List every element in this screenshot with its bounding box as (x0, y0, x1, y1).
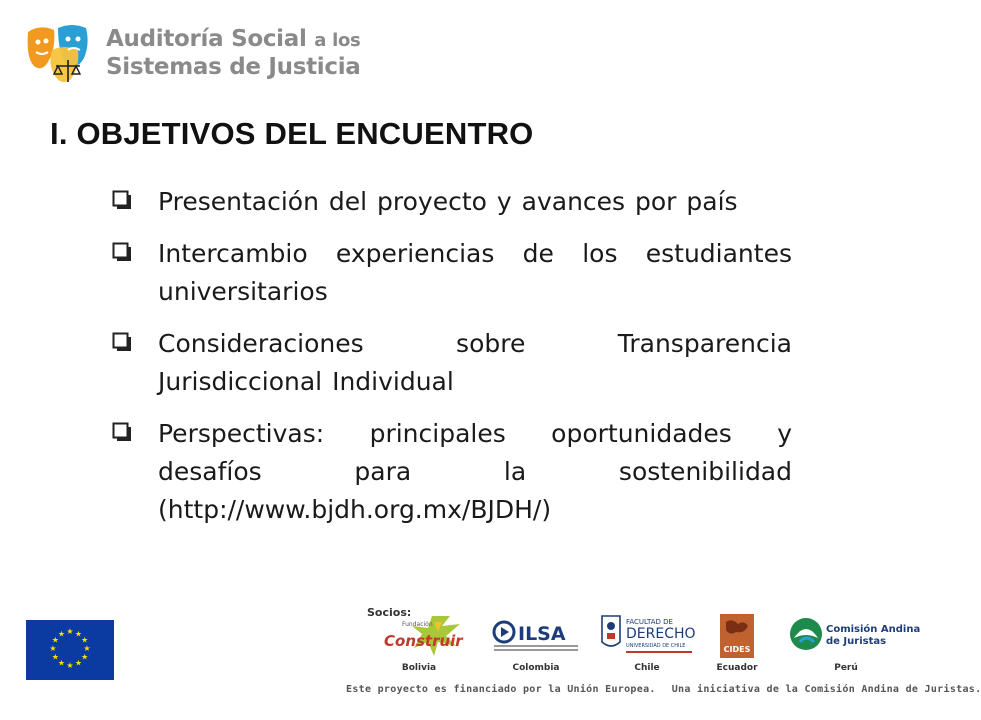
funding-note (346, 684, 981, 695)
bullet-text: Perspectivas: principales oportunidades y desafíos para la sostenibilidad (http://www.bjdh.org.mx/BJDH/) (158, 419, 792, 524)
svg-text:★: ★ (81, 652, 89, 662)
svg-text:★: ★ (57, 629, 66, 639)
svg-text:DERECHO: DERECHO (626, 626, 696, 642)
svg-text:ILSA: ILSA (518, 623, 566, 645)
svg-text:★: ★ (66, 627, 74, 636)
bullet-text: Presentación del proyecto y avances por país (158, 187, 738, 216)
country-label: Colombia (512, 663, 560, 673)
svg-text:FACULTAD DE: FACULTAD DE (626, 618, 673, 626)
checkbox-icon (112, 332, 132, 352)
partner-colombia (490, 612, 582, 678)
cides-logo (708, 612, 766, 660)
justice-faces-icon (24, 22, 98, 88)
checkbox-icon (112, 242, 132, 262)
svg-text:★: ★ (74, 629, 83, 639)
list-item (112, 325, 792, 401)
partner-peru (786, 612, 921, 678)
ilsa-logo (490, 612, 582, 660)
svg-text:UNIVERSIDAD DE CHILE: UNIVERSIDAD DE CHILE (626, 643, 686, 649)
svg-text:★: ★ (57, 658, 66, 668)
country-label: Ecuador (716, 663, 758, 673)
svg-text:★: ★ (81, 635, 89, 645)
partner-ecuador (708, 612, 766, 678)
svg-text:★: ★ (49, 644, 57, 653)
slide-title: I. OBJETIVOS DEL ENCUENTRO (50, 116, 534, 151)
fundacion-construir-logo (372, 612, 466, 660)
svg-text:Construir: Construir (384, 632, 463, 650)
funding-text: Este proyecto es financiado por la Unión Europea. (346, 684, 656, 695)
svg-text:de Juristas: de Juristas (826, 636, 887, 647)
logo-line1-small: a los (314, 30, 361, 51)
svg-text:★: ★ (51, 652, 59, 662)
checkbox-icon (112, 422, 132, 442)
country-label: Perú (834, 663, 858, 673)
svg-text:★: ★ (51, 635, 59, 645)
objectives-list (112, 183, 792, 543)
bullet-text: Intercambio experiencias de los estudiantes universitarios (158, 239, 792, 306)
checkbox-icon (112, 190, 132, 210)
svg-text:★: ★ (83, 644, 91, 653)
partner-bolivia (372, 612, 466, 678)
logo-line1: Auditoría Social (106, 26, 307, 52)
country-label: Bolivia (401, 663, 437, 673)
bullet-text: Consideraciones sobre Transparencia Jurisdiccional Individual (158, 329, 792, 396)
partners-label: Socios: (367, 606, 412, 619)
svg-text:CIDES: CIDES (723, 645, 751, 654)
list-item (112, 183, 792, 221)
eu-flag-icon (26, 620, 114, 680)
svg-text:★: ★ (66, 661, 74, 670)
facultad-derecho-logo (598, 612, 696, 660)
auditoria-social-logo (24, 22, 361, 88)
logo-wordmark (106, 26, 361, 81)
svg-text:★: ★ (74, 658, 83, 668)
svg-text:Fundación: Fundación (402, 621, 433, 628)
comision-andina-logo (786, 612, 921, 660)
country-label: Chile (634, 663, 660, 673)
list-item (112, 235, 792, 311)
list-item (112, 415, 792, 529)
logo-line2: Sistemas de Justicia (106, 54, 361, 80)
svg-text:Comisión Andina: Comisión Andina (826, 624, 921, 635)
initiative-text: Una iniciativa de la Comisión Andina de Juristas. (671, 684, 981, 695)
partner-chile (598, 612, 696, 678)
